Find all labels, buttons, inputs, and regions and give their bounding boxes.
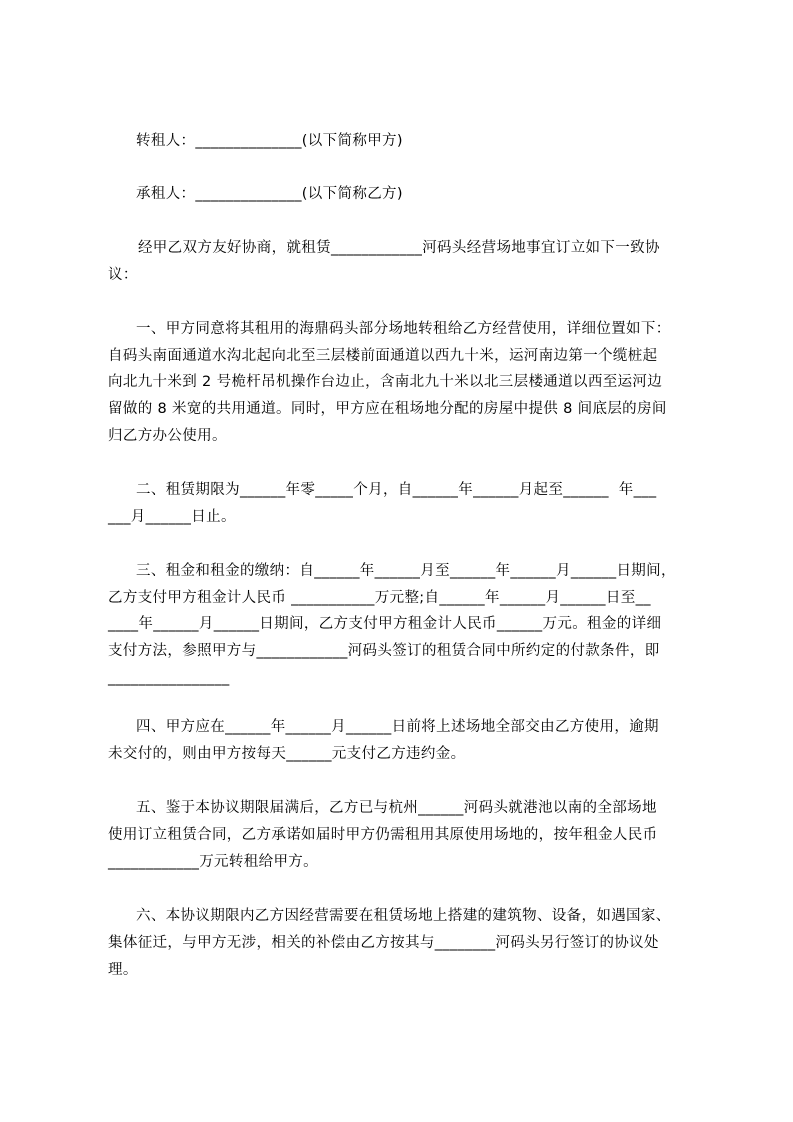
paragraph-line: 留做的 8 米宽的共用通道。同时，甲方应在租场地分配的房屋中提供 8 间底层的房间 [108,401,667,417]
sublessor-text: 转租人：______________(以下简称甲方) [136,133,403,149]
paragraph-line: 六、本协议期限内乙方因经营需要在租赁场地上搭建的建筑物、设备，如遇国家、 [136,908,671,924]
lessee-text: 承租人：______________(以下简称乙方) [136,186,403,202]
paragraph-line: 自码头南面通道水沟北起向北至三层楼前面通道以西九十米，运河南边第一个缆桩起 [108,348,658,364]
paragraph-line: 向北九十米到 2 号桅杆吊机操作台边止，含南北九十米以北三层楼通道以西至运河边 [108,374,663,390]
paragraph-line: ___月______日止。 [108,509,236,525]
paragraph-line: 使用订立租赁合同，乙方承诺如届时甲方仍需租用其原使用场地的，按年租金人民币 [108,827,658,843]
paragraph-line: 二、租赁期限为______年零_____个月，自______年______月起至______ 年___ [136,482,657,498]
paragraph-line: 乙方支付甲方租金计人民币 ___________万元整;自______年______月______日至__ [108,590,651,606]
paragraph-line: 未交付的，则由甲方按每天______元支付乙方违约金。 [108,746,466,762]
paragraph-line: 议： [108,267,138,283]
paragraph-line: 归乙方办公使用。 [108,428,227,444]
paragraph-line: 三、租金和租金的缴纳：自______年______月至______年______月______日期间， [136,563,676,579]
paragraph-line: ____________万元转租给甲方。 [108,854,318,870]
paragraph-line: 理。 [108,962,138,978]
paragraph-line: ________________ [108,670,230,686]
paragraph-line: 四、甲方应在______年______月______日前将上述场地全部交由乙方使用，逾期 [136,719,659,735]
paragraph-line: 一、甲方同意将其租用的海鼎码头部分场地转租给乙方经营使用，详细位置如下： [136,321,671,337]
paragraph-line: 集体征迁，与甲方无涉，相关的补偿由乙方按其与________河码头另行签订的协议处 [108,935,659,951]
paragraph-line: 五、鉴于本协议期限届满后，乙方已与杭州______河码头就港池以南的全部场地 [136,800,657,816]
paragraph-line: ____年______月______日期间，乙方支付甲方租金计人民币______万元。租金的详细 [108,616,662,632]
paragraph-line: 经甲乙双方友好协商，就租赁____________河码头经营场地事宜订立如下一致协 [133,240,660,256]
paragraph-line: 支付方法，参照甲方与____________河码头签订的租赁合同中所约定的付款条件，即 [108,643,660,659]
